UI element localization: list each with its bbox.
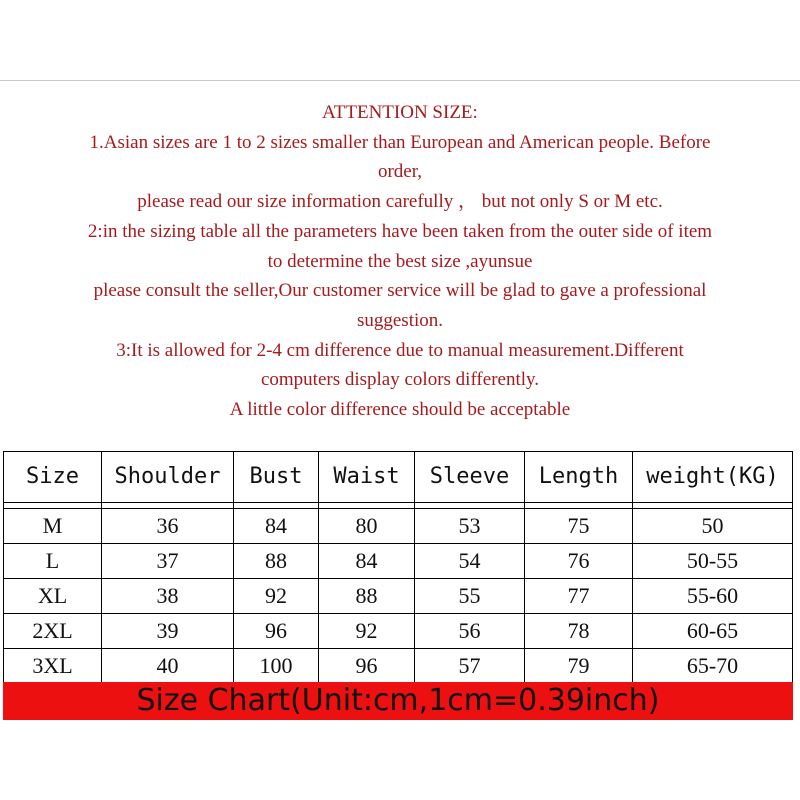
- notice-line: 2:in the sizing table all the parameters have been taken from the outer side of item: [87, 220, 713, 242]
- header-waist: Waist: [319, 452, 415, 503]
- cell-size: L: [4, 543, 102, 578]
- header-shoulder: Shoulder: [102, 452, 234, 503]
- notice-line: 1.Asian sizes are 1 to 2 sizes smaller than European and American people. Before: [89, 131, 711, 153]
- cell-bust: 100: [234, 648, 319, 683]
- header-size: Size: [4, 452, 102, 503]
- cell-length: 79: [525, 648, 633, 683]
- table-row: [4, 648, 793, 683]
- cell-size: M: [4, 508, 102, 543]
- cell-length: 78: [525, 613, 633, 648]
- notice-line: suggestion.: [356, 309, 444, 331]
- table-row: [4, 508, 793, 543]
- notice-line: A little color difference should be acceptable: [229, 399, 571, 421]
- table-header-row: [4, 452, 793, 503]
- cell-length: 77: [525, 578, 633, 613]
- header-length: Length: [525, 452, 633, 503]
- notice-line: please consult the seller,Our customer service will be glad to gave a professional: [93, 280, 707, 302]
- notice-title: ATTENTION SIZE:: [322, 102, 478, 123]
- notice-line: computers display colors differently.: [260, 369, 540, 391]
- cell-sleeve: 54: [415, 543, 525, 578]
- attention-notice: [0, 98, 800, 425]
- cell-sleeve: 56: [415, 613, 525, 648]
- header-bust: Bust: [234, 452, 319, 503]
- cell-bust: 96: [234, 613, 319, 648]
- notice-line: please read our size information carefully ， but not only S or M etc.: [137, 191, 663, 213]
- header-sleeve: Sleeve: [415, 452, 525, 503]
- cell-bust: 84: [234, 508, 319, 543]
- cell-sleeve: 53: [415, 508, 525, 543]
- cell-size: XL: [4, 578, 102, 613]
- table-row: [4, 543, 793, 578]
- header-weight: weight(KG): [633, 452, 793, 503]
- cell-shoulder: 39: [102, 613, 234, 648]
- cell-shoulder: 38: [102, 578, 234, 613]
- cell-shoulder: 36: [102, 508, 234, 543]
- cell-size: 3XL: [4, 648, 102, 683]
- cell-length: 75: [525, 508, 633, 543]
- cell-sleeve: 57: [415, 648, 525, 683]
- cell-waist: 80: [319, 508, 415, 543]
- cell-waist: 92: [319, 613, 415, 648]
- cell-length: 76: [525, 543, 633, 578]
- size-chart-caption: Size Chart(Unit:cm,1cm=0.39inch): [3, 682, 793, 720]
- cell-sleeve: 55: [415, 578, 525, 613]
- notice-line: to determine the best size ,ayunsue: [267, 250, 533, 272]
- table-row: [4, 578, 793, 613]
- notice-line: order,: [377, 161, 423, 183]
- cell-shoulder: 40: [102, 648, 234, 683]
- table-row: [4, 613, 793, 648]
- cell-shoulder: 37: [102, 543, 234, 578]
- cell-bust: 92: [234, 578, 319, 613]
- cell-weight: 50: [633, 508, 793, 543]
- cell-weight: 60-65: [633, 613, 793, 648]
- cell-bust: 88: [234, 543, 319, 578]
- cell-waist: 88: [319, 578, 415, 613]
- cell-weight: 55-60: [633, 578, 793, 613]
- cell-weight: 65-70: [633, 648, 793, 683]
- cell-size: 2XL: [4, 613, 102, 648]
- cell-waist: 96: [319, 648, 415, 683]
- cell-waist: 84: [319, 543, 415, 578]
- cell-weight: 50-55: [633, 543, 793, 578]
- top-divider: [0, 80, 800, 81]
- size-table: [3, 451, 793, 684]
- notice-line: 3:It is allowed for 2-4 cm difference due to manual measurement.Different: [116, 339, 684, 361]
